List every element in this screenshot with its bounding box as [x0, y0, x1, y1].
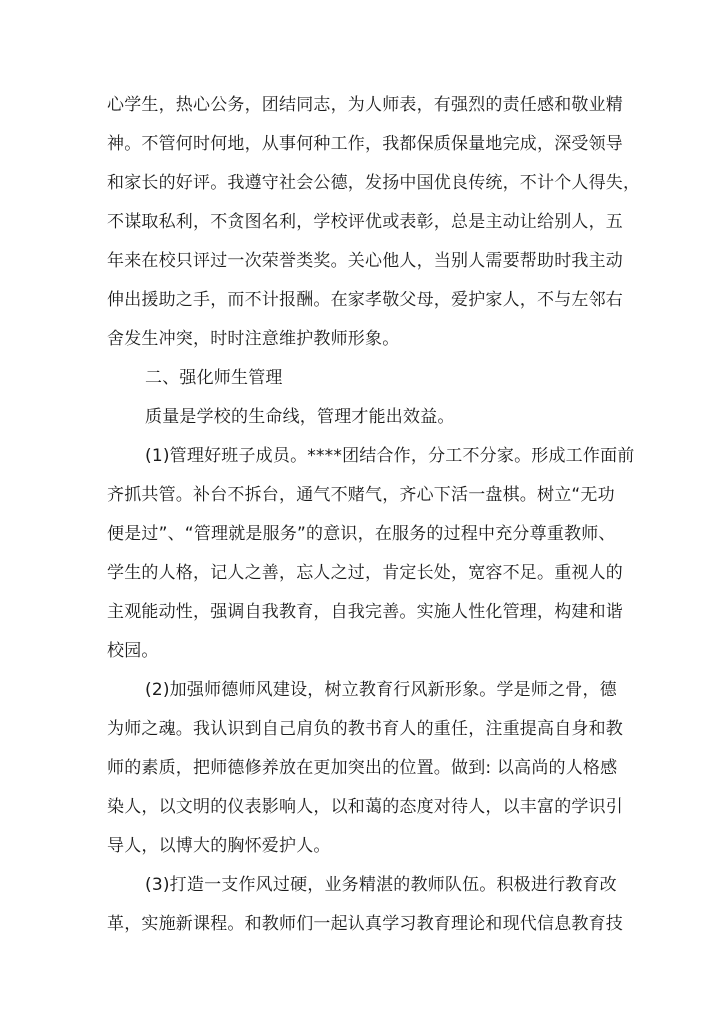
- paragraph-line: 年来在校只评过一次荣誉类奖。关心他人，当别人需要帮助时我主动: [107, 251, 623, 271]
- paragraph-line: 学生的人格，记人之善，忘人之过，肯定长处，宽容不足。重视人的: [107, 563, 623, 583]
- paragraph-line: 神。不管何时何地，从事何种工作，我都保质保量地完成，深受领导: [107, 134, 623, 154]
- paragraph-line: 为师之魂。我认识到自己肩负的教书育人的重任，注重提高自身和教: [107, 719, 623, 739]
- paragraph-line: (2)加强师德师风建设，树立教育行风新形象。学是师之骨，德: [145, 680, 617, 700]
- paragraph-line: (1)管理好班子成员。****团结合作，分工不分家。形成工作面前: [145, 446, 635, 466]
- paragraph-line: 校园。: [107, 641, 159, 661]
- paragraph-line: 舍发生冲突，时时注意维护教师形象。: [107, 329, 400, 349]
- paragraph-line: 师的素质，把师德修养放在更加突出的位置。做到: 以高尚的人格感: [107, 758, 618, 778]
- paragraph-line: (3)打造一支作风过硬，业务精湛的教师队伍。积极进行教育改: [145, 875, 617, 895]
- paragraph-line: 便是过”、“管理就是服务”的意识，在服务的过程中充分尊重教师、: [107, 524, 616, 544]
- paragraph-line: 和家长的好评。我遵守社会公德，发扬中国优良传统，不计个人得失，: [107, 173, 641, 193]
- paragraph-line: 染人，以文明的仪表影响人，以和蔼的态度对待人，以丰富的学识引: [107, 797, 623, 817]
- paragraph-line: 质量是学校的生命线，管理才能出效益。: [145, 407, 455, 427]
- section-heading: 二、强化师生管理: [145, 368, 283, 388]
- paragraph-line: 革，实施新课程。和教师们一起认真学习教育理论和现代信息教育技: [107, 914, 623, 934]
- paragraph-line: 导人，以博大的胸怀爱护人。: [107, 836, 331, 856]
- paragraph-line: 伸出援助之手，而不计报酬。在家孝敬父母，爱护家人，不与左邻右: [107, 290, 623, 310]
- paragraph-line: 齐抓共管。补台不拆台，通气不赌气，齐心下活一盘棋。树立“无功: [107, 485, 615, 505]
- paragraph-line: 心学生，热心公务，团结同志，为人师表，有强烈的责任感和敬业精: [107, 95, 623, 115]
- paragraph-line: 不谋取私利，不贪图名利，学校评优或表彰，总是主动让给别人，五: [107, 212, 623, 232]
- paragraph-line: 主观能动性，强调自我教育，自我完善。实施人性化管理，构建和谐: [107, 602, 623, 622]
